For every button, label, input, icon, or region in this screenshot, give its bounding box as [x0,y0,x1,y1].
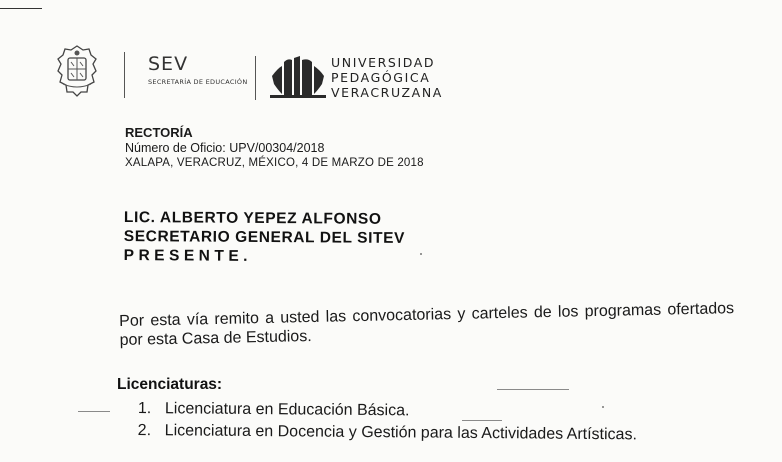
department-label: RECTORÍA [125,125,193,140]
salutation: PRESENTE. [123,246,253,265]
scan-artifact-line [0,8,42,9]
header-divider [124,52,125,98]
scan-artifact-line [497,389,569,390]
sev-title: SEV [148,53,189,75]
addressee-block [124,208,406,267]
scan-artifact-line [78,411,110,412]
list-number: 2. [137,421,152,440]
addressee-position: SECRETARIO GENERAL DEL SITEV [123,227,406,247]
scan-artifact-line [462,420,502,421]
header-divider [255,56,256,100]
upv-logo-icon [270,54,326,100]
section-title: Licenciaturas: [117,376,223,393]
university-name-line: VERACRUZANA [331,85,443,100]
sev-subtitle: SECRETARÍA DE EDUCACIÓN [148,78,248,86]
university-name-line: PEDAGÓGICA [331,70,431,85]
list-number: 1. [137,399,152,418]
program-name: Licenciatura en Docencia y Gestión para las Actividades Artísticas. [164,422,638,444]
sev-brand [148,54,248,86]
body-paragraph: Por esta vía remito a usted las convocatorias y carteles de los programas ofertados por esta Casa de Estudios. [119,300,735,349]
state-seal-icon [55,44,99,98]
document-reference: Número de Oficio: UPV/00304/2018 [125,141,325,155]
program-name: Licenciatura en Educación Básica. [164,400,410,420]
scan-speck [602,406,604,408]
list-item [138,420,637,446]
university-name-line: UNIVERSIDAD [331,55,436,70]
university-name [331,55,443,100]
office-block [125,124,424,170]
place-date: XALAPA, VERACRUZ, MÉXICO, 4 DE MARZO DE 2018 [125,157,424,169]
scan-speck [420,253,422,255]
program-list [138,398,638,446]
addressee-name: LIC. ALBERTO YEPEZ ALFONSO [123,208,382,228]
